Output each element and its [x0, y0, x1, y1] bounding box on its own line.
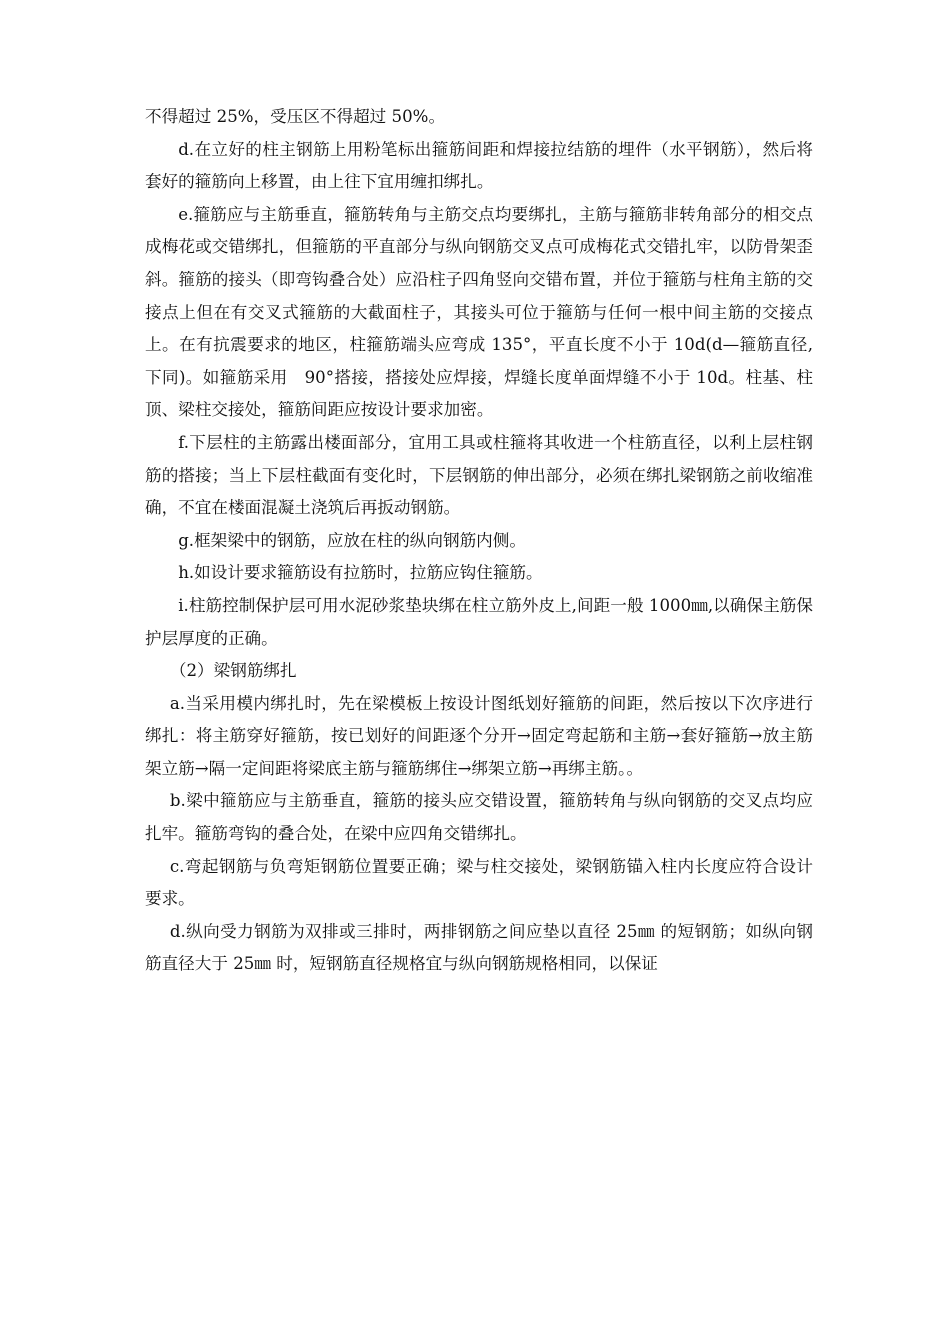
paragraph-item-b-beam: b.梁中箍筋应与主筋垂直，箍筋的接头应交错设置，箍筋转角与纵向钢筋的交叉点均应扎牢。箍筋弯钩的叠合处，在梁中应四角交错绑扎。: [145, 791, 813, 844]
paragraph-item-e-column: e.箍筋应与主筋垂直，箍筋转角与主筋交点均要绑扎，主筋与箍筋非转角部分的相交点成梅花或交错绑扎，但箍筋的平直部分与纵向钢筋交叉点可成梅花式交错扎牢，以防骨架歪斜。箍筋的接头（即弯钩叠合处）应沿柱子四角竖向交错布置，并位于箍筋与柱角主筋的交接点上但在有交叉式箍筋的大截面柱子，其接头可位于箍筋与任何一根中间主筋的交接点上。在有抗震要求的地区，柱箍筋端头应弯成 135°，平直长度不小于 10d(d—箍筋直径,下同)。如箍筋采用 90°搭接，搭接处应焊接，焊缝长度单面焊缝不小于 10d。柱基、柱顶、梁柱交接处，箍筋间距应按设计要求加密。: [145, 204, 813, 420]
paragraph-item-a-beam: a.当采用模内绑扎时，先在梁模板上按设计图纸划好箍筋的间距，然后按以下次序进行绑扎：将主筋穿好箍筋，按已划好的间距逐个分开→固定弯起筋和主筋→套好箍筋→放主筋架立筋→隔一定间距将梁底主筋与箍筋绑住→绑架立筋→再绑主筋。。: [145, 693, 813, 778]
paragraph-item-f-column: f.下层柱的主筋露出楼面部分，宜用工具或柱箍将其收进一个柱筋直径，以利上层柱钢筋的搭接；当上下层柱截面有变化时，下层钢筋的伸出部分，必须在绑扎梁钢筋之前收缩准确，不宜在楼面混凝土浇筑后再扳动钢筋。: [145, 432, 813, 518]
paragraph-item-h-column: h.如设计要求箍筋设有拉筋时，拉筋应钩住箍筋。: [178, 563, 543, 583]
section-heading-beam-rebar: （2）梁钢筋绑扎: [169, 661, 297, 681]
paragraph-item-d-beam: d.纵向受力钢筋为双排或三排时，两排钢筋之间应垫以直径 25㎜ 的短钢筋；如纵向钢筋直径大于 25㎜ 时，短钢筋直径规格宜与纵向钢筋规格相同，以保证: [145, 921, 813, 974]
paragraph-item-d-column: d.在立好的柱主钢筋上用粉笔标出箍筋间距和焊接拉结筋的埋件（水平钢筋），然后将套好的箍筋向上移置，由上往下宜用缠扣绑扎。: [145, 139, 813, 192]
paragraph-item-i-column: i.柱筋控制保护层可用水泥砂浆垫块绑在柱立筋外皮上,间距一般 1000㎜,以确保主筋保护层厚度的正确。: [145, 595, 813, 648]
paragraph-continuation: 不得超过 25%，受压区不得超过 50%。: [145, 107, 446, 126]
paragraph-item-g-column: g.框架梁中的钢筋，应放在柱的纵向钢筋内侧。: [178, 530, 526, 550]
paragraph-item-c-beam: c.弯起钢筋与负弯矩钢筋位置要正确；梁与柱交接处，梁钢筋锚入柱内长度应符合设计要求。: [145, 856, 813, 909]
document-body: [145, 101, 813, 981]
